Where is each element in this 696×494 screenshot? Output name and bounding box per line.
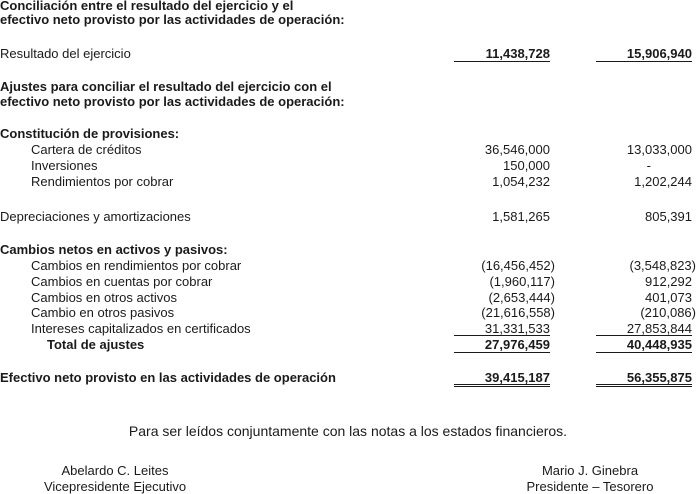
total-ajustes-label: Total de ajustes	[47, 337, 145, 352]
provision-value-2023: 36,546,000	[484, 142, 550, 157]
cambio-value-2023: 31,331,533	[484, 321, 550, 336]
provision-value-2023: 150,000	[503, 158, 550, 173]
underline	[454, 335, 550, 336]
cambio-value-2022: 27,853,844	[626, 321, 692, 336]
signature-right-title: Presidente – Tesorero	[526, 479, 654, 494]
cambio-value-2023: (16,456,452)	[481, 258, 555, 273]
provision-label: Cartera de créditos	[31, 142, 142, 157]
provision-label: Inversiones	[31, 158, 98, 173]
cambio-value-2022: (3,548,823)	[629, 258, 696, 273]
signature-left-name: Abelardo C. Leites	[61, 463, 169, 478]
notes-statement: Para ser leídos conjuntamente con las notas a los estados financieros.	[128, 423, 568, 439]
resultado-value-2023: 11,438,728	[485, 46, 550, 61]
resultado-label: Resultado del ejercicio	[0, 46, 131, 61]
cambio-value-2023: (1,960,117)	[489, 274, 555, 289]
underline	[596, 352, 692, 353]
cambio-label: Cambio en otros pasivos	[31, 305, 175, 320]
depreciaciones-value-2023: 1,581,265	[492, 209, 550, 224]
cambio-label: Cambios en cuentas por cobrar	[31, 274, 213, 289]
underline	[596, 335, 692, 336]
provisiones-heading: Constitución de provisiones:	[0, 126, 180, 141]
depreciaciones-label: Depreciaciones y amortizaciones	[0, 209, 191, 224]
underline	[596, 61, 692, 62]
provision-value-2022: 13,033,000	[626, 142, 692, 157]
cambio-label: Intereses capitalizados en certificados	[31, 321, 251, 336]
resultado-value-2022: 15,906,940	[626, 46, 692, 61]
cambio-label: Cambios en otros activos	[31, 290, 177, 305]
cambio-value-2022: 401,073	[645, 290, 692, 305]
double-underline	[454, 384, 550, 387]
efectivo-neto-value-2022: 56,355,875	[626, 370, 692, 385]
cambio-value-2023: (2,653,444)	[488, 290, 555, 305]
cambio-value-2022: (210,086)	[640, 305, 696, 320]
depreciaciones-value-2022: 805,391	[645, 209, 692, 224]
provision-value-2023: 1,054,232	[492, 174, 550, 189]
cambio-value-2023: (21,616,558)	[481, 305, 555, 320]
cambios-heading: Cambios netos en activos y pasivos:	[0, 242, 228, 257]
double-underline	[596, 384, 692, 387]
underline	[454, 352, 550, 353]
ajustes-heading-line2: efectivo neto provisto por las actividades de operación:	[0, 94, 345, 109]
section-heading-line1: Conciliación entre el resultado del ejercicio y el	[0, 0, 294, 13]
cambio-label: Cambios en rendimientos por cobrar	[31, 258, 242, 273]
signature-left-title: Vicepresidente Ejecutivo	[43, 479, 187, 494]
provision-value-2022: -	[646, 158, 651, 173]
underline	[454, 61, 550, 62]
cambio-value-2022: 912,292	[645, 274, 692, 289]
ajustes-heading-line1: Ajustes para conciliar el resultado del ejercicio con el	[0, 79, 332, 94]
provision-value-2022: 1,202,244	[634, 174, 692, 189]
provision-label: Rendimientos por cobrar	[31, 174, 174, 189]
efectivo-neto-label: Efectivo neto provisto en las actividades de operación	[0, 370, 336, 385]
total-ajustes-value-2023: 27,976,459	[484, 337, 550, 352]
signature-right-name: Mario J. Ginebra	[541, 463, 639, 478]
efectivo-neto-value-2023: 39,415,187	[484, 370, 550, 385]
total-ajustes-value-2022: 40,448,935	[626, 337, 692, 352]
section-heading-line2: efectivo neto provisto por las actividades de operación:	[0, 12, 345, 27]
